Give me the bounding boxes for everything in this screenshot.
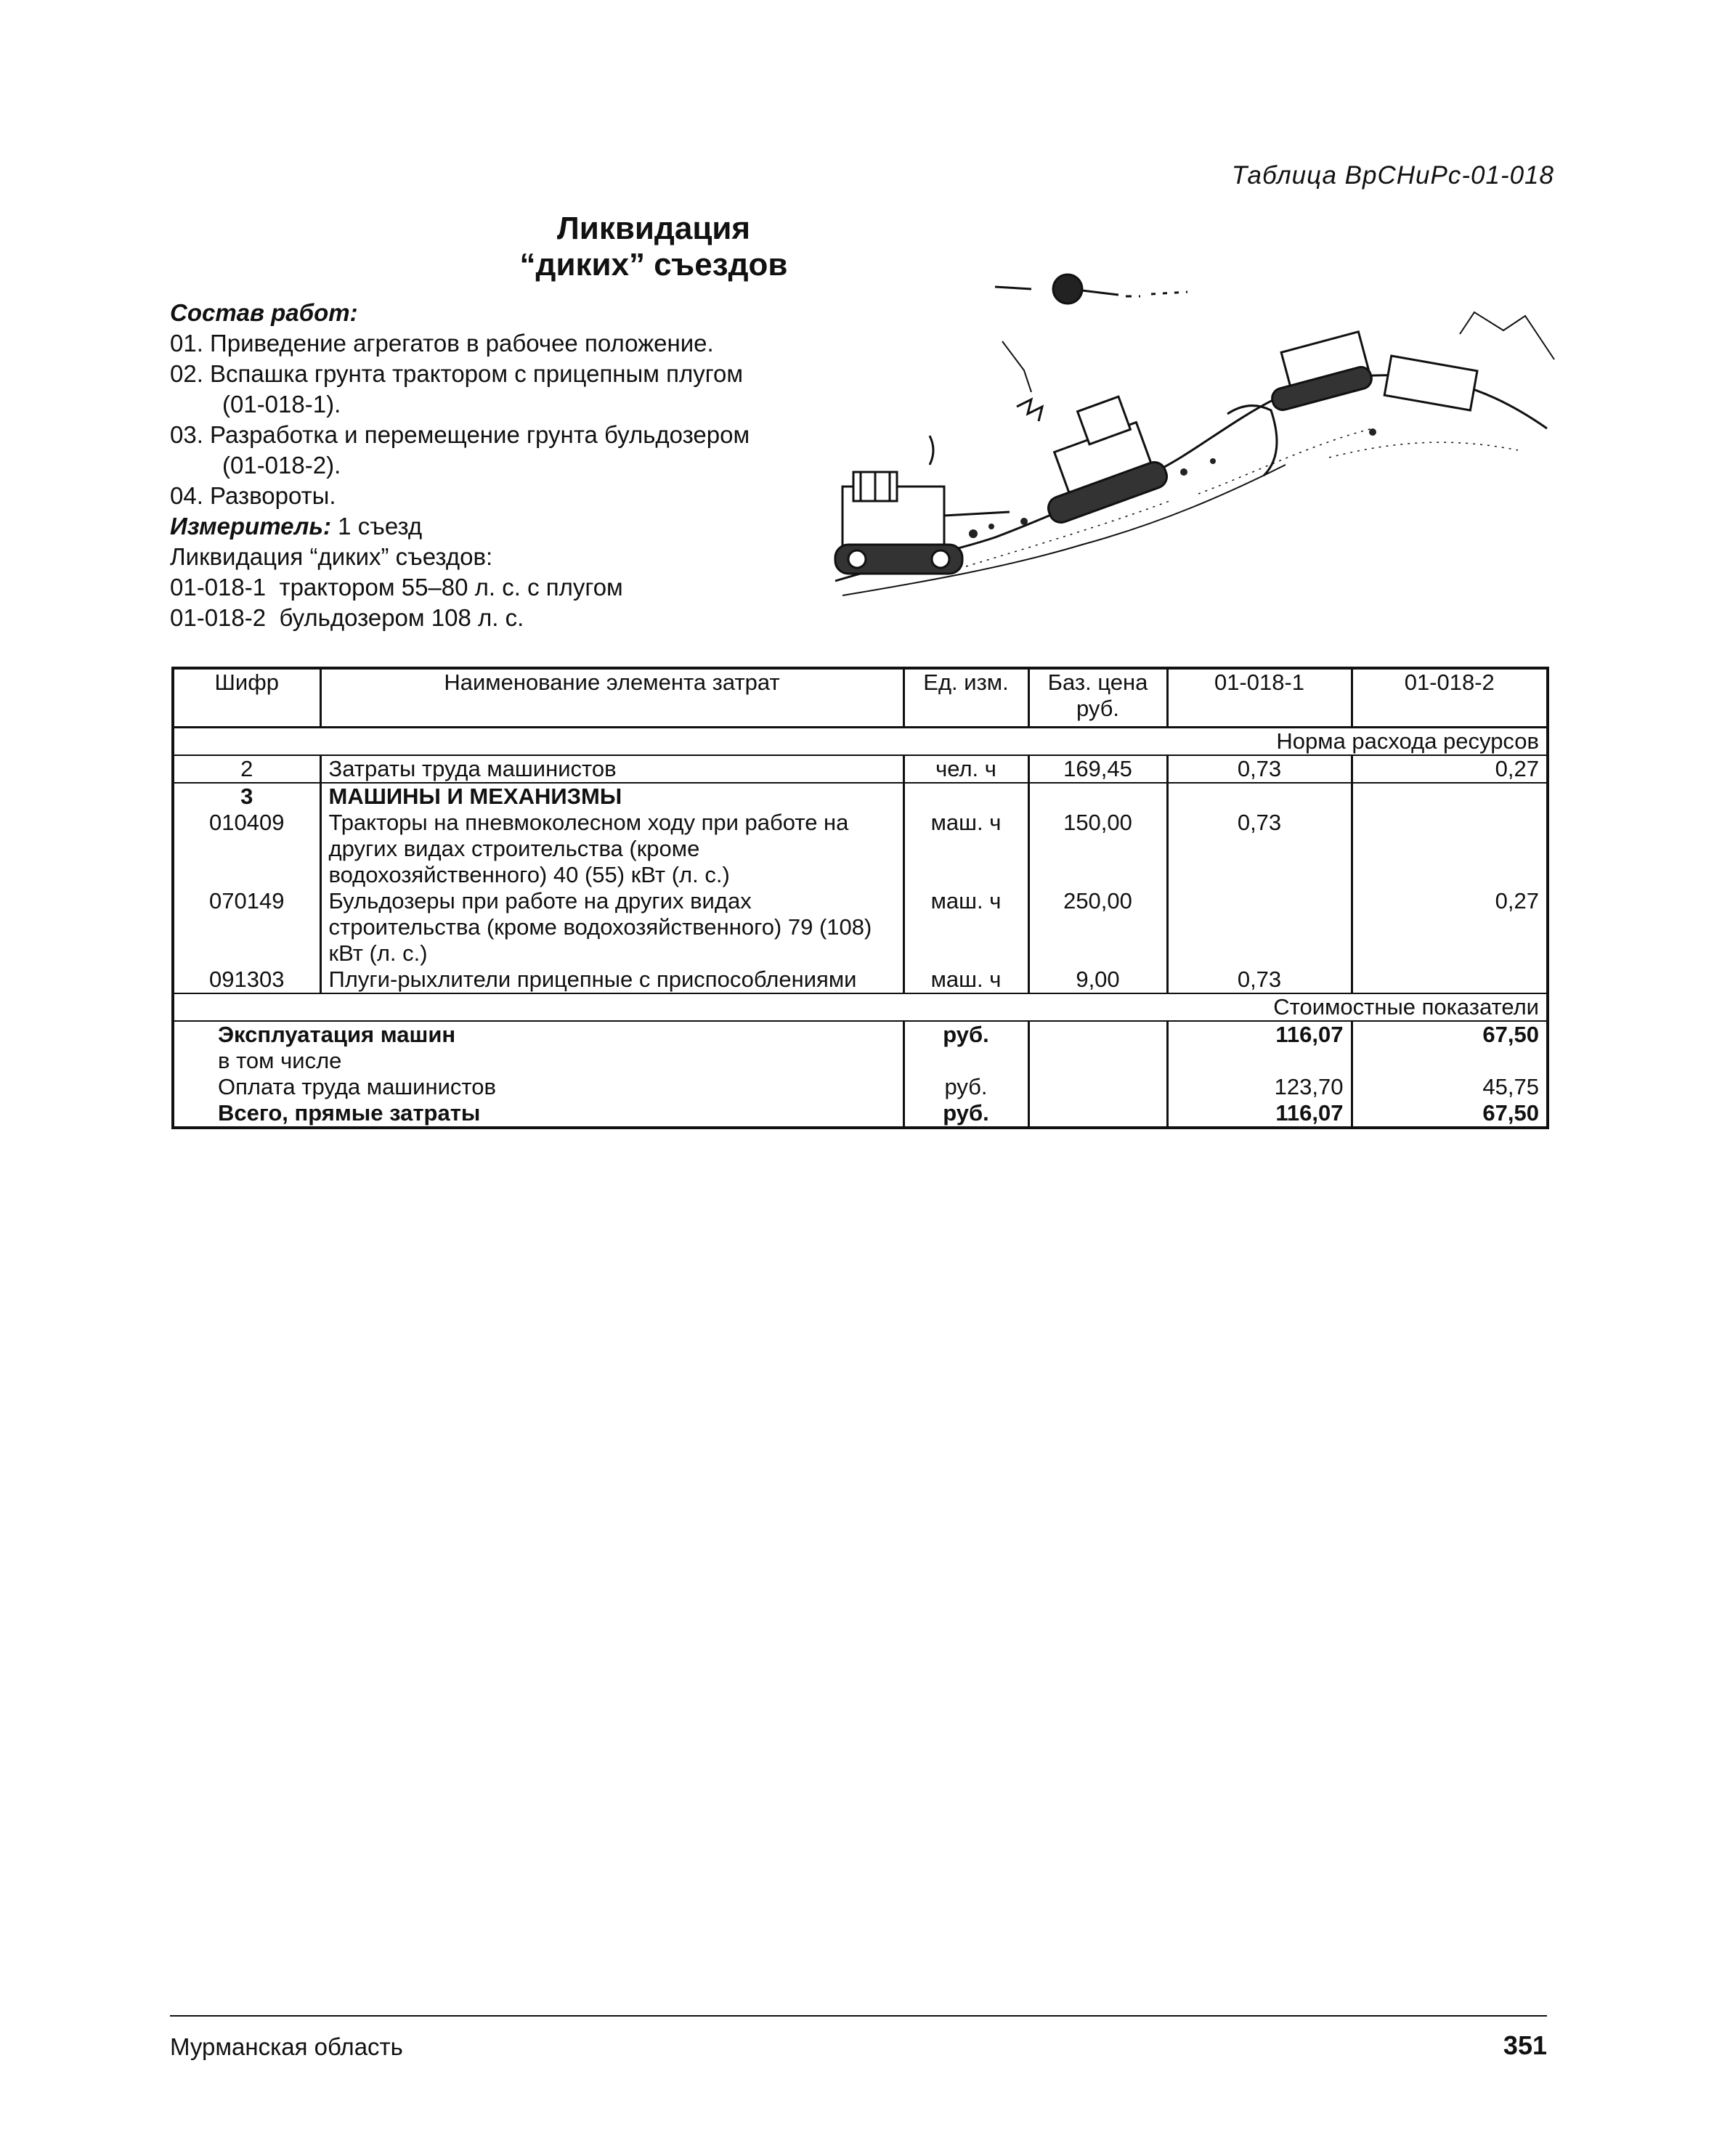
row-price: 9,00 — [1028, 967, 1167, 993]
header-code: Шифр — [173, 668, 320, 728]
row-v2 — [1352, 783, 1548, 810]
cost-name: Всего, прямые затраты — [173, 1100, 903, 1128]
cost-v1: 123,70 — [1167, 1074, 1352, 1100]
title-line-2: “диких” съездов — [519, 247, 788, 282]
table-row — [173, 810, 1548, 888]
header-name: Наименование элемента затрат — [320, 668, 903, 728]
table-row — [173, 755, 1548, 783]
cost-unit: руб. — [903, 1021, 1028, 1048]
table-header-row — [173, 668, 1548, 728]
row-name: Тракторы на пневмоколесном ходу при работе на других видах строительства (кроме водохозяйственного) 40 (55) кВт (л. с.) — [320, 810, 903, 888]
footer-divider — [170, 2015, 1547, 2017]
cost-name: Эксплуатация машин — [173, 1021, 903, 1048]
cost-price — [1028, 1048, 1167, 1074]
cost-v2: 45,75 — [1352, 1074, 1548, 1100]
cost-price — [1028, 1074, 1167, 1100]
row-v2: 0,27 — [1352, 755, 1548, 783]
row-code: 070149 — [173, 888, 320, 967]
cost-name: Оплата труда машинистов — [173, 1074, 903, 1100]
row-v1: 0,73 — [1167, 967, 1352, 993]
cost-row — [173, 1021, 1548, 1048]
work-item: 01. Приведение агрегатов в рабочее положение. — [170, 330, 714, 357]
page-title — [436, 211, 872, 283]
row-name: Бульдозеры при работе на других видах строительства (кроме водохозяйственного) 79 (108) кВт (л. с.) — [320, 888, 903, 967]
work-composition — [170, 298, 838, 633]
row-v2: 0,27 — [1352, 888, 1548, 967]
row-code: 3 — [173, 783, 320, 810]
header-col2: 01-018-2 — [1352, 668, 1548, 728]
norm-section-row — [173, 728, 1548, 756]
header-col1: 01-018-1 — [1167, 668, 1352, 728]
row-price: 150,00 — [1028, 810, 1167, 888]
table-code: Таблица ВрСНиРс-01-018 — [1231, 161, 1554, 190]
row-v1: 0,73 — [1167, 755, 1352, 783]
footer-region: Мурманская область — [170, 2033, 403, 2060]
table-row — [173, 967, 1548, 993]
cost-unit: руб. — [903, 1074, 1028, 1100]
cost-v1: 116,07 — [1167, 1021, 1352, 1048]
row-v2 — [1352, 967, 1548, 993]
row-name: МАШИНЫ И МЕХАНИЗМЫ — [320, 783, 903, 810]
work-item: (01-018-1). — [222, 391, 341, 418]
cost-unit — [903, 1048, 1028, 1074]
bulldozer-tractor-illustration — [821, 254, 1562, 603]
row-unit: маш. ч — [903, 967, 1028, 993]
page-number: 351 — [1503, 2030, 1547, 2060]
header-price: Баз. цена руб. — [1028, 668, 1167, 728]
row-name: Плуги-рыхлители прицепные с приспособлениями — [320, 967, 903, 993]
cost-v2: 67,50 — [1352, 1021, 1548, 1048]
variant-text: трактором 55–80 л. с. с плугом — [279, 574, 623, 601]
row-price — [1028, 783, 1167, 810]
row-v1 — [1167, 783, 1352, 810]
table-row — [173, 783, 1548, 810]
variant-text: бульдозером 108 л. с. — [279, 604, 524, 631]
work-item: 02. Вспашка грунта трактором с прицепным плугом — [170, 360, 744, 387]
cost-price — [1028, 1100, 1167, 1128]
cost-name: в том числе — [173, 1048, 903, 1074]
work-item: (01-018-2). — [222, 452, 341, 479]
variant-code: 01-018-1 — [170, 574, 267, 601]
row-name: Затраты труда машинистов — [320, 755, 903, 783]
cost-row — [173, 1074, 1548, 1100]
variant-code: 01-018-2 — [170, 604, 267, 631]
header-unit: Ед. изм. — [903, 668, 1028, 728]
row-price: 169,45 — [1028, 755, 1167, 783]
variant-row — [170, 603, 838, 633]
row-unit: маш. ч — [903, 810, 1028, 888]
cost-v2: 67,50 — [1352, 1100, 1548, 1128]
table-row — [173, 888, 1548, 967]
composition-label: Состав работ: — [170, 299, 358, 326]
meter — [170, 511, 838, 542]
meter-label: Измеритель: — [170, 513, 331, 540]
norm-label: Норма расхода ресурсов — [173, 728, 1548, 756]
cost-row — [173, 1048, 1548, 1074]
work-item: 03. Разработка и перемещение грунта бульдозером — [170, 421, 750, 448]
cost-row — [173, 1100, 1548, 1128]
cost-price — [1028, 1021, 1167, 1048]
row-price: 250,00 — [1028, 888, 1167, 967]
cost-table — [171, 667, 1549, 1129]
row-code: 010409 — [173, 810, 320, 888]
row-v1: 0,73 — [1167, 810, 1352, 888]
cost-unit: руб. — [903, 1100, 1028, 1128]
cost-section-row — [173, 993, 1548, 1021]
meter-value: 1 съезд — [331, 513, 423, 540]
title-line-1: Ликвидация — [556, 211, 751, 246]
row-unit: чел. ч — [903, 755, 1028, 783]
row-code: 2 — [173, 755, 320, 783]
row-unit — [903, 783, 1028, 810]
row-code: 091303 — [173, 967, 320, 993]
cost-label: Стоимостные показатели — [173, 993, 1548, 1021]
cost-v2 — [1352, 1048, 1548, 1074]
row-v1 — [1167, 888, 1352, 967]
cost-v1: 116,07 — [1167, 1100, 1352, 1128]
row-unit: маш. ч — [903, 888, 1028, 967]
variants-subtitle: Ликвидация “диких” съездов: — [170, 543, 493, 570]
row-v2 — [1352, 810, 1548, 888]
cost-v1 — [1167, 1048, 1352, 1074]
variant-row — [170, 572, 838, 603]
work-item: 04. Развороты. — [170, 482, 336, 509]
